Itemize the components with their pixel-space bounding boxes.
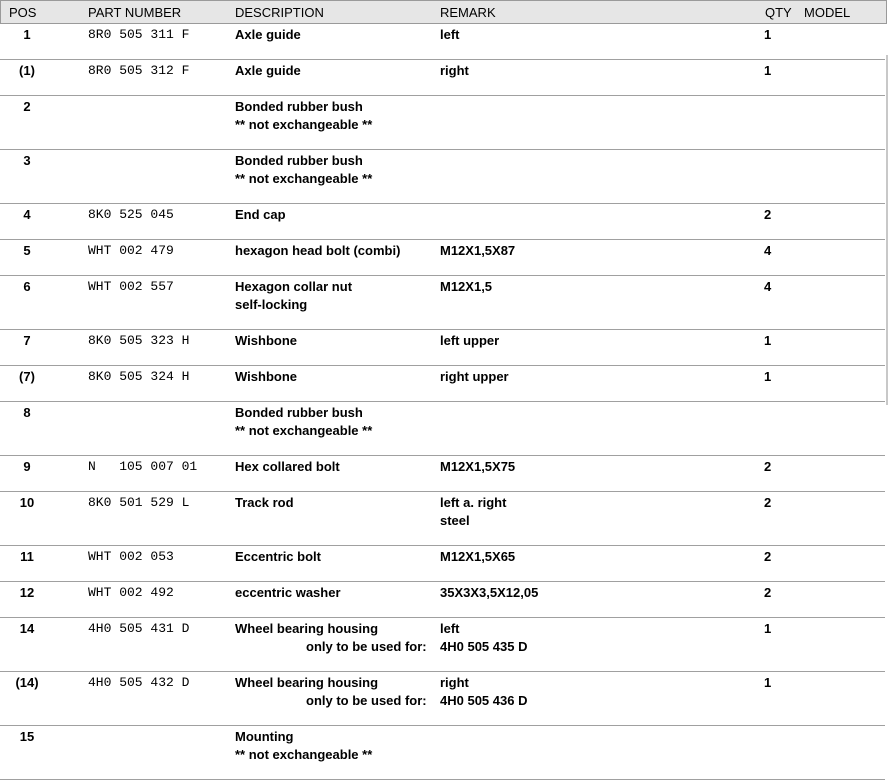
table-row[interactable] xyxy=(0,96,885,150)
part-number-cell: WHT 002 053 xyxy=(88,549,174,564)
table-row[interactable] xyxy=(0,276,885,330)
description-cell: Wishbone xyxy=(235,369,297,384)
pos-cell: 6 xyxy=(23,279,31,294)
table-row[interactable] xyxy=(0,330,885,366)
pos-cell: 7 xyxy=(23,333,31,348)
qty-cell: 4 xyxy=(764,243,772,258)
qty-cell: 2 xyxy=(764,207,772,222)
remark-cell: M12X1,5X87 xyxy=(440,243,516,258)
table-row[interactable] xyxy=(0,402,885,456)
remark-cell: left xyxy=(440,621,460,636)
part-number-cell: WHT 002 479 xyxy=(88,243,174,258)
remark-cell: M12X1,5X65 xyxy=(440,549,516,564)
pos-cell: 5 xyxy=(23,243,31,258)
qty-cell: 1 xyxy=(764,675,772,690)
description-cell: Wheel bearing housing xyxy=(235,675,379,690)
table-row[interactable] xyxy=(0,366,885,402)
remark-cell: steel xyxy=(440,513,470,528)
remark-cell: M12X1,5 xyxy=(440,279,493,294)
pos-cell: (1) xyxy=(19,63,35,78)
description-cell: only to be used for: xyxy=(306,693,427,708)
pos-cell: 2 xyxy=(23,99,31,114)
description-cell: Hex collared bolt xyxy=(235,459,340,474)
header-pos: POS xyxy=(9,5,37,20)
pos-cell: 1 xyxy=(23,27,31,42)
description-cell: ** not exchangeable ** xyxy=(235,747,373,762)
remark-cell: left a. right xyxy=(440,495,507,510)
remark-cell: right xyxy=(440,675,469,690)
remark-cell: left xyxy=(440,27,460,42)
part-number-cell: 8R0 505 312 F xyxy=(88,63,190,78)
table-row[interactable] xyxy=(0,672,885,726)
part-number-cell: 8K0 505 323 H xyxy=(88,333,190,348)
description-cell: Wishbone xyxy=(235,333,297,348)
part-number-cell: 4H0 505 432 D xyxy=(88,675,190,690)
description-cell: hexagon head bolt (combi) xyxy=(235,243,401,258)
pos-cell: (7) xyxy=(19,369,35,384)
pos-cell: 15 xyxy=(19,729,35,744)
pos-cell: 12 xyxy=(19,585,35,600)
pos-cell: (14) xyxy=(15,675,39,690)
qty-cell: 2 xyxy=(764,495,772,510)
remark-cell: M12X1,5X75 xyxy=(440,459,516,474)
header-part-number: PART NUMBER xyxy=(88,5,182,20)
pos-cell: 10 xyxy=(19,495,35,510)
qty-cell: 1 xyxy=(764,63,772,78)
pos-cell: 9 xyxy=(23,459,31,474)
scrollbar[interactable] xyxy=(886,55,888,405)
description-cell: ** not exchangeable ** xyxy=(235,117,373,132)
qty-cell: 2 xyxy=(764,585,772,600)
pos-cell: 4 xyxy=(23,207,31,222)
qty-cell: 1 xyxy=(764,27,772,42)
description-cell: Hexagon collar nut xyxy=(235,279,353,294)
remark-cell: 4H0 505 435 D xyxy=(440,639,528,654)
pos-cell: 8 xyxy=(23,405,31,420)
part-number-cell: 4H0 505 431 D xyxy=(88,621,190,636)
table-row[interactable] xyxy=(0,546,885,582)
header-qty: QTY xyxy=(765,5,792,20)
description-cell: ** not exchangeable ** xyxy=(235,171,373,186)
table-row[interactable] xyxy=(0,618,885,672)
table-row[interactable] xyxy=(0,204,885,240)
remark-cell: right xyxy=(440,63,469,78)
description-cell: Bonded rubber bush xyxy=(235,405,363,420)
part-number-cell: N 105 007 01 xyxy=(88,459,198,474)
description-cell: Bonded rubber bush xyxy=(235,99,363,114)
header-description: DESCRIPTION xyxy=(235,5,324,20)
part-number-cell: WHT 002 492 xyxy=(88,585,174,600)
description-cell: ** not exchangeable ** xyxy=(235,423,373,438)
pos-cell: 3 xyxy=(23,153,31,168)
header-model: MODEL xyxy=(804,5,851,20)
table-row[interactable] xyxy=(0,582,885,618)
qty-cell: 1 xyxy=(764,621,772,636)
description-cell: self-locking xyxy=(235,297,308,312)
description-cell: Wheel bearing housing xyxy=(235,621,379,636)
qty-cell: 4 xyxy=(764,279,772,294)
qty-cell: 1 xyxy=(764,369,772,384)
remark-cell: right upper xyxy=(440,369,509,384)
remark-cell: 4H0 505 436 D xyxy=(440,693,528,708)
description-cell: Mounting xyxy=(235,729,294,744)
description-cell: only to be used for: xyxy=(306,639,427,654)
remark-cell: left upper xyxy=(440,333,500,348)
part-number-cell: 8K0 501 529 L xyxy=(88,495,190,510)
description-cell: Track rod xyxy=(235,495,294,510)
table-row[interactable] xyxy=(0,24,885,60)
remark-cell: 35X3X3,5X12,05 xyxy=(440,585,539,600)
header-remark: REMARK xyxy=(440,5,496,20)
description-cell: End cap xyxy=(235,207,286,222)
description-cell: Axle guide xyxy=(235,63,301,78)
table-row[interactable] xyxy=(0,726,885,780)
description-cell: Eccentric bolt xyxy=(235,549,321,564)
part-number-cell: WHT 002 557 xyxy=(88,279,174,294)
table-row[interactable] xyxy=(0,150,885,204)
table-header xyxy=(0,0,887,24)
part-number-cell: 8R0 505 311 F xyxy=(88,27,190,42)
table-row[interactable] xyxy=(0,60,885,96)
description-cell: Axle guide xyxy=(235,27,301,42)
part-number-cell: 8K0 525 045 xyxy=(88,207,174,222)
part-number-cell: 8K0 505 324 H xyxy=(88,369,190,384)
table-row[interactable] xyxy=(0,240,885,276)
table-row[interactable] xyxy=(0,456,885,492)
description-cell: eccentric washer xyxy=(235,585,341,600)
qty-cell: 2 xyxy=(764,459,772,474)
qty-cell: 1 xyxy=(764,333,772,348)
table-row[interactable] xyxy=(0,492,885,546)
pos-cell: 11 xyxy=(20,549,34,564)
description-cell: Bonded rubber bush xyxy=(235,153,363,168)
pos-cell: 14 xyxy=(19,621,35,636)
qty-cell: 2 xyxy=(764,549,772,564)
